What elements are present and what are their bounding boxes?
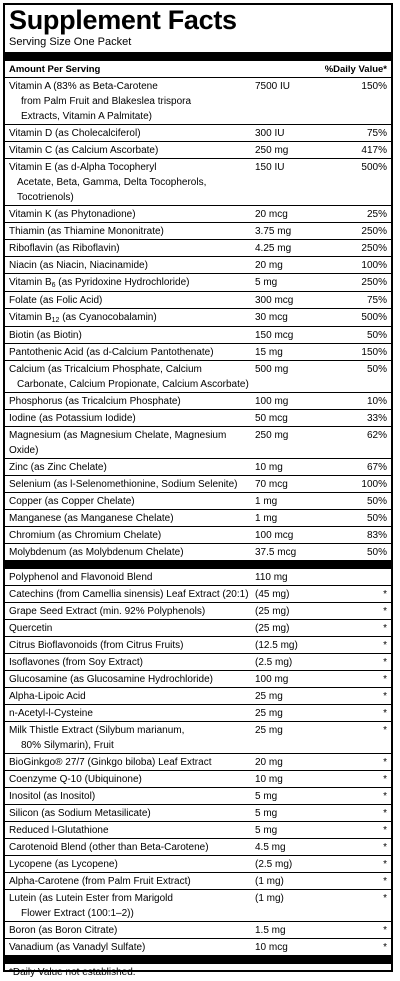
blends-section bbox=[5, 569, 391, 955]
nutrient-name bbox=[9, 587, 255, 602]
nutrient-name bbox=[9, 823, 255, 838]
nutrient-amount: (2.5 mg) bbox=[255, 859, 293, 870]
nutrient-daily-value: 417% bbox=[361, 145, 387, 156]
nutrient-daily-value: * bbox=[383, 589, 387, 600]
nutrient-daily-value: 50% bbox=[366, 496, 387, 507]
nutrient-name bbox=[9, 570, 255, 585]
nutrient-daily-value: 10% bbox=[366, 396, 387, 407]
nutrient-amount: 300 mcg bbox=[255, 295, 294, 306]
nutrient-row bbox=[5, 344, 391, 361]
nutrient-daily-value: 75% bbox=[366, 295, 387, 306]
nutrient-amount: 4.25 mg bbox=[255, 243, 292, 254]
nutrient-amount: 4.5 mg bbox=[255, 842, 286, 853]
nutrient-name-text: Alpha-Lipoic Acid bbox=[9, 691, 86, 702]
nutrient-name bbox=[9, 224, 255, 239]
nutrient-name bbox=[9, 126, 255, 141]
serving-size: Serving Size One Packet bbox=[9, 36, 132, 48]
nutrient-row bbox=[5, 476, 391, 493]
nutrient-name bbox=[9, 528, 255, 543]
nutrient-daily-value: * bbox=[383, 691, 387, 702]
nutrient-amount: 150 mcg bbox=[255, 330, 294, 341]
nutrient-name-text: Niacin (as Niacin, Niacinamide) bbox=[9, 260, 148, 271]
nutrient-daily-value: * bbox=[383, 859, 387, 870]
nutrient-name-text: Glucosamine (as Glucosamine Hydrochloride) bbox=[9, 674, 213, 685]
nutrient-amount: 10 mg bbox=[255, 462, 283, 473]
nutrient-amount: 110 mg bbox=[255, 572, 288, 583]
nutrient-row bbox=[5, 805, 391, 822]
nutrient-amount: 100 mg bbox=[255, 396, 289, 407]
nutrient-name bbox=[9, 857, 255, 872]
nutrient-row bbox=[5, 527, 391, 544]
nutrient-daily-value: * bbox=[383, 640, 387, 651]
nutrient-row bbox=[5, 309, 391, 327]
nutrient-row bbox=[5, 603, 391, 620]
nutrient-row bbox=[5, 771, 391, 788]
nutrient-name-text: Polyphenol and Flavonoid Blend bbox=[9, 572, 153, 583]
nutrient-amount: 7500 IU bbox=[255, 81, 291, 92]
nutrient-name bbox=[9, 672, 255, 687]
nutrient-amount: 5 mg bbox=[255, 808, 278, 819]
nutrient-amount: 250 mg bbox=[255, 430, 289, 441]
nutrient-row bbox=[5, 510, 391, 527]
nutrient-row bbox=[5, 125, 391, 142]
nutrient-name bbox=[9, 310, 255, 326]
nutrient-name bbox=[9, 258, 255, 273]
nutrient-daily-value: * bbox=[383, 757, 387, 768]
nutrient-name bbox=[9, 621, 255, 636]
nutrient-name bbox=[9, 477, 255, 492]
nutrient-daily-value: * bbox=[383, 825, 387, 836]
nutrient-name-text: Manganese (as Manganese Chelate) bbox=[9, 513, 174, 524]
nutrient-row bbox=[5, 873, 391, 890]
nutrient-name-text: Reduced l-Glutathione bbox=[9, 825, 109, 836]
nutrient-daily-value: 50% bbox=[366, 513, 387, 524]
nutrient-name-text: Isoflavones (from Soy Extract) bbox=[9, 657, 143, 668]
nutrient-source-line: 80% Silymarin), Fruit bbox=[21, 740, 114, 751]
nutrient-subscript: 6 bbox=[51, 282, 56, 289]
nutrient-amount: 20 mcg bbox=[255, 209, 288, 220]
nutrient-subscript: 12 bbox=[51, 317, 60, 324]
nutrient-daily-value: 75% bbox=[366, 128, 387, 139]
nutrient-row bbox=[5, 722, 391, 754]
nutrient-name bbox=[9, 345, 255, 360]
nutrient-name bbox=[9, 494, 255, 509]
nutrient-source-line: Flower Extract (100:1–2)) bbox=[21, 908, 134, 919]
nutrient-name bbox=[9, 923, 255, 938]
nutrient-row bbox=[5, 839, 391, 856]
nutrient-amount: 100 mg bbox=[255, 674, 289, 685]
nutrient-daily-value: 33% bbox=[366, 413, 387, 424]
nutrient-amount: 1 mg bbox=[255, 513, 278, 524]
nutrient-name bbox=[9, 604, 255, 619]
nutrient-name bbox=[9, 806, 255, 821]
nutrient-amount: 250 mg bbox=[255, 145, 289, 156]
nutrient-name-text: Vitamin B bbox=[9, 277, 52, 288]
nutrient-name-text: Lycopene (as Lycopene) bbox=[9, 859, 118, 870]
nutrient-row bbox=[5, 327, 391, 344]
nutrient-name bbox=[9, 241, 255, 256]
nutrient-amount: (1 mg) bbox=[255, 876, 284, 887]
nutrient-name-text: Vitamin C (as Calcium Ascorbate) bbox=[9, 145, 159, 156]
nutrient-amount: 150 IU bbox=[255, 162, 285, 173]
nutrient-daily-value: * bbox=[383, 623, 387, 634]
nutrient-daily-value: * bbox=[383, 674, 387, 685]
nutrient-name bbox=[9, 293, 255, 308]
nutrient-daily-value: * bbox=[383, 876, 387, 887]
vitamins-section bbox=[5, 78, 391, 560]
nutrient-daily-value: 250% bbox=[361, 277, 387, 288]
nutrient-name-text: Vitamin K (as Phytonadione) bbox=[9, 209, 136, 220]
nutrient-row bbox=[5, 754, 391, 771]
nutrient-daily-value: * bbox=[383, 725, 387, 736]
nutrient-daily-value: * bbox=[383, 657, 387, 668]
nutrient-daily-value: * bbox=[383, 842, 387, 853]
nutrient-amount: 50 mcg bbox=[255, 413, 288, 424]
nutrient-row bbox=[5, 393, 391, 410]
nutrient-amount: 25 mg bbox=[255, 691, 283, 702]
nutrient-amount: 25 mg bbox=[255, 725, 283, 736]
nutrient-name-text: Alpha-Carotene (from Palm Fruit Extract) bbox=[9, 876, 191, 887]
nutrient-name-text: Phosphorus (as Tricalcium Phosphate) bbox=[9, 396, 181, 407]
nutrient-daily-value: * bbox=[383, 774, 387, 785]
nutrient-source-line: Extracts, Vitamin A Palmitate) bbox=[21, 111, 152, 122]
nutrient-daily-value: 83% bbox=[366, 530, 387, 541]
nutrient-amount: 1.5 mg bbox=[255, 925, 286, 936]
nutrient-daily-value: * bbox=[383, 942, 387, 953]
dv-header: %Daily Value* bbox=[324, 64, 387, 75]
nutrient-row bbox=[5, 427, 391, 459]
nutrient-name bbox=[9, 160, 255, 205]
divider-thick bbox=[5, 955, 391, 964]
nutrient-amount: (12.5 mg) bbox=[255, 640, 298, 651]
nutrient-amount: 3.75 mg bbox=[255, 226, 292, 237]
nutrient-name bbox=[9, 689, 255, 704]
divider-thick bbox=[5, 560, 391, 569]
nutrient-row bbox=[5, 459, 391, 476]
nutrient-amount: 20 mg bbox=[255, 260, 283, 271]
nutrient-amount: 30 mcg bbox=[255, 312, 288, 323]
nutrient-name-text: Vanadium (as Vanadyl Sulfate) bbox=[9, 942, 146, 953]
nutrient-name-text: Copper (as Copper Chelate) bbox=[9, 496, 135, 507]
nutrient-source-line: Carbonate, Calcium Propionate, Calcium Ascorbate) bbox=[17, 379, 249, 390]
nutrient-name-text: Riboflavin (as Riboflavin) bbox=[9, 243, 120, 254]
nutrient-name-text: Molybdenum (as Molybdenum Chelate) bbox=[9, 547, 184, 558]
divider-thick bbox=[5, 52, 391, 61]
nutrient-daily-value: 250% bbox=[361, 243, 387, 254]
nutrient-name-text: Lutein (as Lutein Ester from Marigold bbox=[9, 893, 173, 904]
nutrient-name bbox=[9, 428, 255, 458]
amount-header: Amount Per Serving bbox=[9, 64, 101, 75]
nutrient-row bbox=[5, 856, 391, 873]
nutrient-row bbox=[5, 240, 391, 257]
nutrient-amount: (2.5 mg) bbox=[255, 657, 293, 668]
nutrient-daily-value: * bbox=[383, 893, 387, 904]
nutrient-row bbox=[5, 493, 391, 510]
panel-title: Supplement Facts bbox=[9, 5, 237, 35]
nutrient-daily-value: 50% bbox=[366, 364, 387, 375]
nutrient-row bbox=[5, 223, 391, 240]
nutrient-row bbox=[5, 822, 391, 839]
nutrient-row bbox=[5, 939, 391, 955]
nutrient-amount: 37.5 mcg bbox=[255, 547, 297, 558]
nutrient-name-text: Catechins (from Camellia sinensis) Leaf Extract (20:1) bbox=[9, 589, 249, 600]
nutrient-name bbox=[9, 207, 255, 222]
nutrient-name-text: Quercetin bbox=[9, 623, 53, 634]
nutrient-name bbox=[9, 655, 255, 670]
nutrient-name-text: Vitamin D (as Cholecalciferol) bbox=[9, 128, 141, 139]
nutrient-row bbox=[5, 544, 391, 560]
nutrient-name bbox=[9, 545, 255, 560]
nutrient-name-text: Carotenoid Blend (other than Beta-Carotene) bbox=[9, 842, 209, 853]
nutrient-row bbox=[5, 361, 391, 393]
nutrient-name-text: Boron (as Boron Citrate) bbox=[9, 925, 118, 936]
nutrient-daily-value bbox=[331, 570, 387, 585]
nutrient-row bbox=[5, 292, 391, 309]
nutrient-name bbox=[9, 789, 255, 804]
nutrient-daily-value: 50% bbox=[366, 547, 387, 558]
nutrient-daily-value: 500% bbox=[361, 162, 387, 173]
nutrient-daily-value: 62% bbox=[366, 430, 387, 441]
nutrient-name-text: Inositol (as Inositol) bbox=[9, 791, 96, 802]
nutrient-name-text: BioGinkgo® 27/7 (Ginkgo biloba) Leaf Extract bbox=[9, 757, 212, 768]
nutrient-row bbox=[5, 78, 391, 125]
nutrient-name bbox=[9, 723, 255, 753]
nutrient-name-rest: (as Pyridoxine Hydrochloride) bbox=[55, 277, 190, 288]
nutrient-name-text: Milk Thistle Extract (Silybum marianum, bbox=[9, 725, 185, 736]
nutrient-amount: 70 mcg bbox=[255, 479, 288, 490]
nutrient-daily-value: 100% bbox=[361, 479, 387, 490]
nutrient-name-text: Biotin (as Biotin) bbox=[9, 330, 82, 341]
nutrient-row bbox=[5, 159, 391, 206]
nutrient-row bbox=[5, 586, 391, 603]
nutrient-daily-value: * bbox=[383, 791, 387, 802]
nutrient-amount: (25 mg) bbox=[255, 623, 290, 634]
nutrient-daily-value: 50% bbox=[366, 330, 387, 341]
nutrient-daily-value: 150% bbox=[361, 347, 387, 358]
nutrient-name bbox=[9, 460, 255, 475]
nutrient-row bbox=[5, 788, 391, 805]
nutrient-row bbox=[5, 637, 391, 654]
nutrient-row bbox=[5, 705, 391, 722]
nutrient-row bbox=[5, 257, 391, 274]
nutrient-name-text: Citrus Bioflavonoids (from Citrus Fruits) bbox=[9, 640, 184, 651]
nutrient-name-text: Grape Seed Extract (min. 92% Polyphenols) bbox=[9, 606, 206, 617]
nutrient-daily-value: * bbox=[383, 708, 387, 719]
nutrient-name bbox=[9, 874, 255, 889]
nutrient-amount: 10 mg bbox=[255, 774, 283, 785]
nutrient-name-text: Zinc (as Zinc Chelate) bbox=[9, 462, 107, 473]
nutrient-name bbox=[9, 755, 255, 770]
nutrient-name-text: Vitamin B bbox=[9, 312, 52, 323]
nutrient-amount: 5 mg bbox=[255, 277, 278, 288]
nutrient-name bbox=[9, 394, 255, 409]
nutrient-name bbox=[9, 328, 255, 343]
nutrient-daily-value: 150% bbox=[361, 81, 387, 92]
footnote: *Daily Value not established. bbox=[9, 967, 136, 978]
nutrient-row bbox=[5, 890, 391, 922]
nutrient-amount: 5 mg bbox=[255, 791, 278, 802]
nutrient-daily-value: 25% bbox=[366, 209, 387, 220]
nutrient-amount: 500 mg bbox=[255, 364, 289, 375]
nutrient-row bbox=[5, 569, 391, 586]
nutrient-amount: 1 mg bbox=[255, 496, 278, 507]
nutrient-name bbox=[9, 511, 255, 526]
nutrient-name-text: Selenium (as l-Selenomethionine, Sodium Selenite) bbox=[9, 479, 238, 490]
nutrient-row bbox=[5, 206, 391, 223]
nutrient-row bbox=[5, 654, 391, 671]
nutrient-row bbox=[5, 922, 391, 939]
nutrient-row bbox=[5, 671, 391, 688]
nutrient-name-text: Coenzyme Q-10 (Ubiquinone) bbox=[9, 774, 142, 785]
nutrient-amount: 15 mg bbox=[255, 347, 283, 358]
nutrient-name bbox=[9, 706, 255, 721]
nutrient-name bbox=[9, 840, 255, 855]
nutrient-daily-value: * bbox=[383, 606, 387, 617]
nutrient-row bbox=[5, 688, 391, 705]
nutrient-amount: 100 mcg bbox=[255, 530, 294, 541]
nutrient-name-text: Calcium (as Tricalcium Phosphate, Calcium bbox=[9, 364, 202, 375]
nutrient-name bbox=[9, 411, 255, 426]
nutrient-row bbox=[5, 620, 391, 637]
nutrient-daily-value: 250% bbox=[361, 226, 387, 237]
nutrient-daily-value: * bbox=[383, 925, 387, 936]
nutrient-name bbox=[9, 362, 255, 392]
nutrient-amount: 20 mg bbox=[255, 757, 283, 768]
nutrient-row bbox=[5, 142, 391, 159]
nutrient-name bbox=[9, 940, 255, 955]
nutrient-daily-value: 100% bbox=[361, 260, 387, 271]
nutrient-name-text: Chromium (as Chromium Chelate) bbox=[9, 530, 162, 541]
nutrient-name-text: Silicon (as Sodium Metasilicate) bbox=[9, 808, 151, 819]
nutrient-source-line: Acetate, Beta, Gamma, Delta Tocopherols, Tocotrienols) bbox=[17, 177, 207, 203]
nutrient-name-text: Thiamin (as Thiamine Mononitrate) bbox=[9, 226, 164, 237]
nutrient-amount: (25 mg) bbox=[255, 606, 290, 617]
nutrient-name bbox=[9, 891, 255, 921]
nutrient-amount: 25 mg bbox=[255, 708, 283, 719]
nutrient-name-text: Pantothenic Acid (as d-Calcium Pantothenate) bbox=[9, 347, 214, 358]
nutrient-amount: 5 mg bbox=[255, 825, 278, 836]
supplement-facts-panel bbox=[3, 3, 393, 978]
nutrient-row bbox=[5, 410, 391, 427]
nutrient-name-text: Vitamin E (as d-Alpha Tocopheryl bbox=[9, 162, 157, 173]
nutrient-name bbox=[9, 79, 255, 124]
nutrient-name bbox=[9, 143, 255, 158]
nutrient-name-text: Folate (as Folic Acid) bbox=[9, 295, 103, 306]
nutrient-amount: (1 mg) bbox=[255, 893, 284, 904]
nutrient-source-line: from Palm Fruit and Blakeslea trispora bbox=[21, 96, 192, 107]
nutrient-daily-value: * bbox=[383, 808, 387, 819]
nutrient-name-text: Iodine (as Potassium Iodide) bbox=[9, 413, 136, 424]
nutrient-name-text: Magnesium (as Magnesium Chelate, Magnesium Oxide) bbox=[9, 430, 227, 456]
nutrient-row bbox=[5, 274, 391, 292]
nutrient-name-rest: (as Cyanocobalamin) bbox=[59, 312, 157, 323]
nutrient-amount: (45 mg) bbox=[255, 589, 290, 600]
nutrient-name-text: n-Acetyl-l-Cysteine bbox=[9, 708, 93, 719]
nutrient-name bbox=[9, 275, 255, 291]
column-header bbox=[5, 61, 391, 78]
nutrient-name bbox=[9, 638, 255, 653]
nutrient-daily-value: 67% bbox=[366, 462, 387, 473]
nutrient-amount: 10 mcg bbox=[255, 942, 288, 953]
nutrient-amount: 300 IU bbox=[255, 128, 285, 139]
nutrient-name bbox=[9, 772, 255, 787]
nutrient-name-text: Vitamin A (83% as Beta-Carotene bbox=[9, 81, 158, 92]
nutrient-daily-value: 500% bbox=[361, 312, 387, 323]
